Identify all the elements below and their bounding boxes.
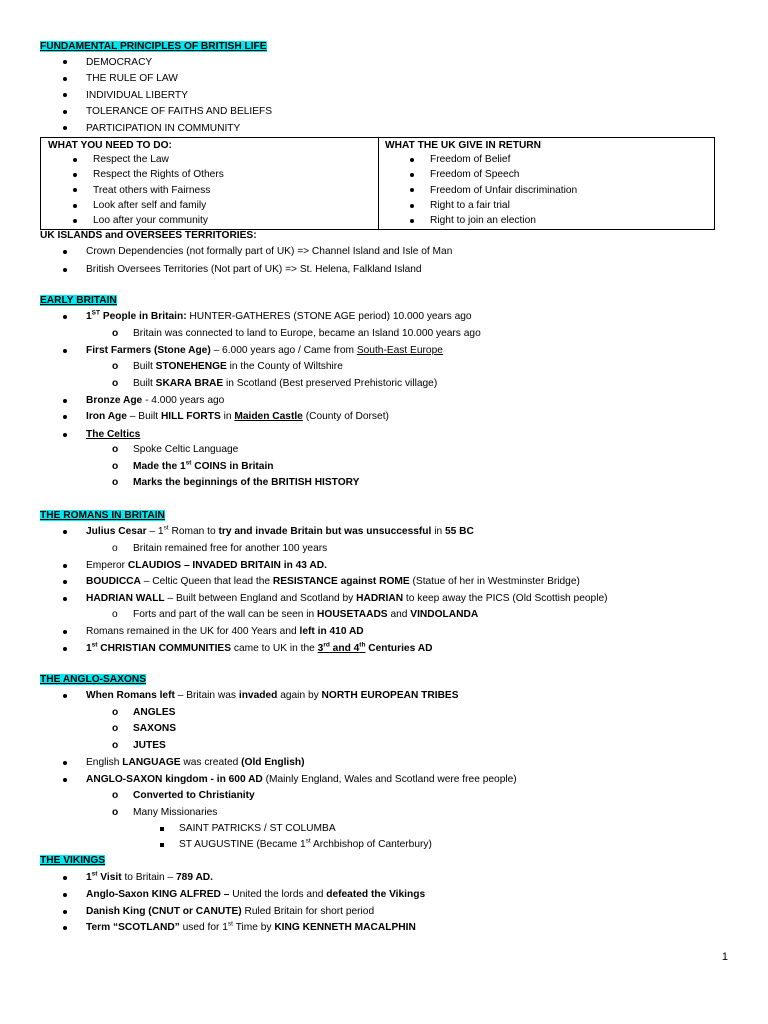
section-heading-principles: FUNDAMENTAL PRINCIPLES OF BRITISH LIFE bbox=[40, 41, 267, 52]
anglo-subitem: Converted to Christianity bbox=[133, 790, 255, 801]
missionary-item: SAINT PATRICKS / ST COLUMBA bbox=[179, 823, 336, 834]
right-item: Right to join an election bbox=[430, 215, 536, 226]
early-subitem: Britain was connected to land to Europe, became an Island 10.000 years ago bbox=[133, 328, 481, 339]
island-item: British Oversees Territories (Not part of UK) => St. Helena, Falkland Island bbox=[86, 264, 422, 275]
early-item: Bronze Age - 4.000 years ago bbox=[86, 395, 225, 406]
section-heading-romans: THE ROMANS IN BRITAIN bbox=[40, 510, 165, 521]
early-item: Iron Age – Built HILL FORTS in Maiden Castle (County of Dorset) bbox=[86, 411, 389, 422]
duty-item: Respect the Law bbox=[93, 154, 169, 165]
viking-item: Danish King (CNUT or CANUTE) Ruled Britain for short period bbox=[86, 906, 375, 917]
page-number: 1 bbox=[721, 951, 728, 963]
rights-header: WHAT THE UK GIVE IN RETURN bbox=[385, 140, 542, 151]
rights-column bbox=[379, 138, 715, 230]
principle-item: DEMOCRACY bbox=[86, 57, 153, 68]
early-subitem: Built SKARA BRAE in Scotland (Best preserved Prehistoric village) bbox=[133, 378, 438, 389]
duty-item: Treat others with Fairness bbox=[93, 185, 211, 196]
section-heading-vikings: THE VIKINGS bbox=[40, 855, 106, 866]
roman-item: 1st CHRISTIAN COMMUNITIES came to UK in the 3rd and 4th Centuries AD bbox=[86, 641, 433, 654]
viking-item: 1st Visit to Britain – 789 AD. bbox=[86, 870, 213, 883]
early-subitem: Marks the beginnings of the BRITISH HISTORY bbox=[133, 477, 360, 488]
early-subitem: Spoke Celtic Language bbox=[133, 444, 239, 455]
early-subitem: Built STONEHENGE in the County of Wiltshire bbox=[133, 361, 343, 372]
viking-item: Term “SCOTLAND” used for 1st Time by KING KENNETH MACALPHIN bbox=[86, 920, 416, 933]
island-item: Crown Dependencies (not formally part of UK) => Channel Island and Isle of Man bbox=[86, 246, 453, 257]
principle-item: THE RULE OF LAW bbox=[86, 73, 178, 84]
early-item: The Celtics bbox=[86, 429, 141, 440]
anglo-item: English LANGUAGE was created (Old English) bbox=[86, 757, 305, 768]
roman-item: Julius Cesar – 1st Roman to try and invade Britain but was unsuccessful in 55 BC bbox=[86, 524, 474, 537]
anglo-subitem: Many Missionaries bbox=[133, 807, 218, 818]
duties-header: WHAT YOU NEED TO DO: bbox=[48, 140, 172, 151]
duties-column bbox=[41, 138, 379, 230]
roman-subitem: Forts and part of the wall can be seen in HOUSETAADS and VINDOLANDA bbox=[133, 609, 479, 620]
principle-item: TOLERANCE OF FAITHS AND BELIEFS bbox=[86, 106, 273, 117]
duties-rights-table bbox=[40, 137, 715, 230]
principle-item: INDIVIDUAL LIBERTY bbox=[86, 90, 188, 101]
roman-item: Romans remained in the UK for 400 Years and left in 410 AD bbox=[86, 626, 364, 637]
early-item: 1ST People in Britain: HUNTER-GATHERES (STONE AGE period) 10.000 years ago bbox=[86, 309, 472, 322]
section-heading-anglo-saxons: THE ANGLO-SAXONS bbox=[40, 674, 147, 685]
duty-item: Loo after your community bbox=[93, 215, 208, 226]
duty-item: Look after self and family bbox=[93, 200, 207, 211]
viking-item: Anglo-Saxon KING ALFRED – United the lords and defeated the Vikings bbox=[86, 889, 426, 900]
right-item: Freedom of Speech bbox=[430, 169, 520, 180]
tribe-item: SAXONS bbox=[133, 723, 177, 734]
tribe-item: ANGLES bbox=[133, 707, 176, 718]
duty-item: Respect the Rights of Others bbox=[93, 169, 224, 180]
roman-item: HADRIAN WALL – Built between England and Scotland by HADRIAN to keep away the PICS (Old Scottish people) bbox=[86, 593, 608, 604]
section-heading-early-britain: EARLY BRITAIN bbox=[40, 295, 117, 306]
section-heading-islands: UK ISLANDS and OVERSEES TERRITORIES: bbox=[40, 230, 257, 241]
early-subitem: Made the 1st COINS in Britain bbox=[133, 459, 274, 472]
right-item: Right to a fair trial bbox=[430, 200, 510, 211]
anglo-item: When Romans left – Britain was invaded again by NORTH EUROPEAN TRIBES bbox=[86, 690, 459, 701]
roman-item: BOUDICCA – Celtic Queen that lead the RESISTANCE against ROME (Statue of her in Westminster Bridge) bbox=[86, 576, 580, 587]
right-item: Freedom of Unfair discrimination bbox=[430, 185, 578, 196]
tribe-item: JUTES bbox=[133, 740, 166, 751]
missionary-item: ST AUGUSTINE (Became 1st Archbishop of Canterbury) bbox=[179, 837, 432, 850]
roman-subitem: Britain remained free for another 100 years bbox=[133, 543, 328, 554]
principle-item: PARTICIPATION IN COMMUNITY bbox=[86, 123, 241, 134]
early-item: First Farmers (Stone Age) – 6.000 years ago / Came from South-East Europe bbox=[86, 345, 443, 356]
right-item: Freedom of Belief bbox=[430, 154, 511, 165]
document-page: FUNDAMENTAL PRINCIPLES OF BRITISH LIFE DEMOCRACY THE RULE OF LAW INDIVIDUAL LIBERTY TOLERANCE OF FAITHS AND BELIEFS PARTICIPATION IN COMMUNITY WHAT YOU NEED TO DO: Respect the Law Respect the Rights of Others Treat others with Fairness Look after self and family Loo after your community WHAT THE UK GIVE IN RETURN Freedom of Belief Freedom of Speech Freedom of Unfair discrimination Right to a fair trial Right to join an election UK ISLANDS and OVERSEES TERRITORIES: Crown Dependencies (not formally part of UK) => Channel Island and Isle of Man British Oversees Territories (Not part of UK) => St. Helena, Falkland Island EARLY BRITAIN 1ST People in Britain: HUNTER-GATHERES (STONE AGE period) 10.000 years ago o Britain was connected to land to Europe, became an Island 10.000 years ago First Farmers (Stone Age) – 6.000 years ago / Came from South-East Europe o Built STONEHENGE in the County of Wiltshire o Built SKARA BRAE in Scotland (Best preserved Prehistoric village) Bronze Age - 4.000 years ago Iron Age – Built HILL FORTS in Maiden Castle (County of Dorset) The Celtics o Spoke Celtic Language o Made the 1st COINS in Britain o Marks the beginnings of the BRITISH HISTORY THE ROMANS IN BRITAIN Julius Cesar – 1st Roman to try and invade Britain but was unsuccessful in 55 BC o Britain remained free for another 100 years Emperor CLAUDIOS – INVADED BRITAIN in 43 AD. BOUDICCA – Celtic Queen that lead the RESISTANCE against ROME (Statue of her in Westminster Bridge) HADRIAN WALL – Built between England and Scotland by HADRIAN to keep away the PICS (Old Scottish people) o Forts and part of the wall can be seen in HOUSETAADS and VINDOLANDA Romans remained in the UK for 400 Years and left in 410 AD 1st CHRISTIAN COMMUNITIES came to UK in the 3rd and 4th Centuries AD THE ANGLO-SAXONS When Romans left – Britain was invaded again by NORTH EUROPEAN TRIBES o ANGLES o SAXONS o JUTES English LANGUAGE was created (Old English) ANGLO-SAXON kingdom - in 600 AD (Mainly England, Wales and Scotland were free people) o Converted to Christianity o Many Missionaries SAINT PATRICKS / ST COLUMBA ST AUGUSTINE (Became 1st Archbishop of Canterbury) THE VIKINGS 1st Visit to Britain – 789 AD. Anglo-Saxon KING ALFRED – United the lords and defeated the Vikings Danish King (CNUT or CANUTE) Ruled Britain for short period Term “SCOTLAND” used for 1st Time by KING KENNETH MACALPHIN 1 bbox=[40, 41, 728, 963]
anglo-item: ANGLO-SAXON kingdom - in 600 AD (Mainly England, Wales and Scotland were free people) bbox=[86, 774, 517, 785]
roman-item: Emperor CLAUDIOS – INVADED BRITAIN in 43 AD. bbox=[86, 560, 327, 571]
